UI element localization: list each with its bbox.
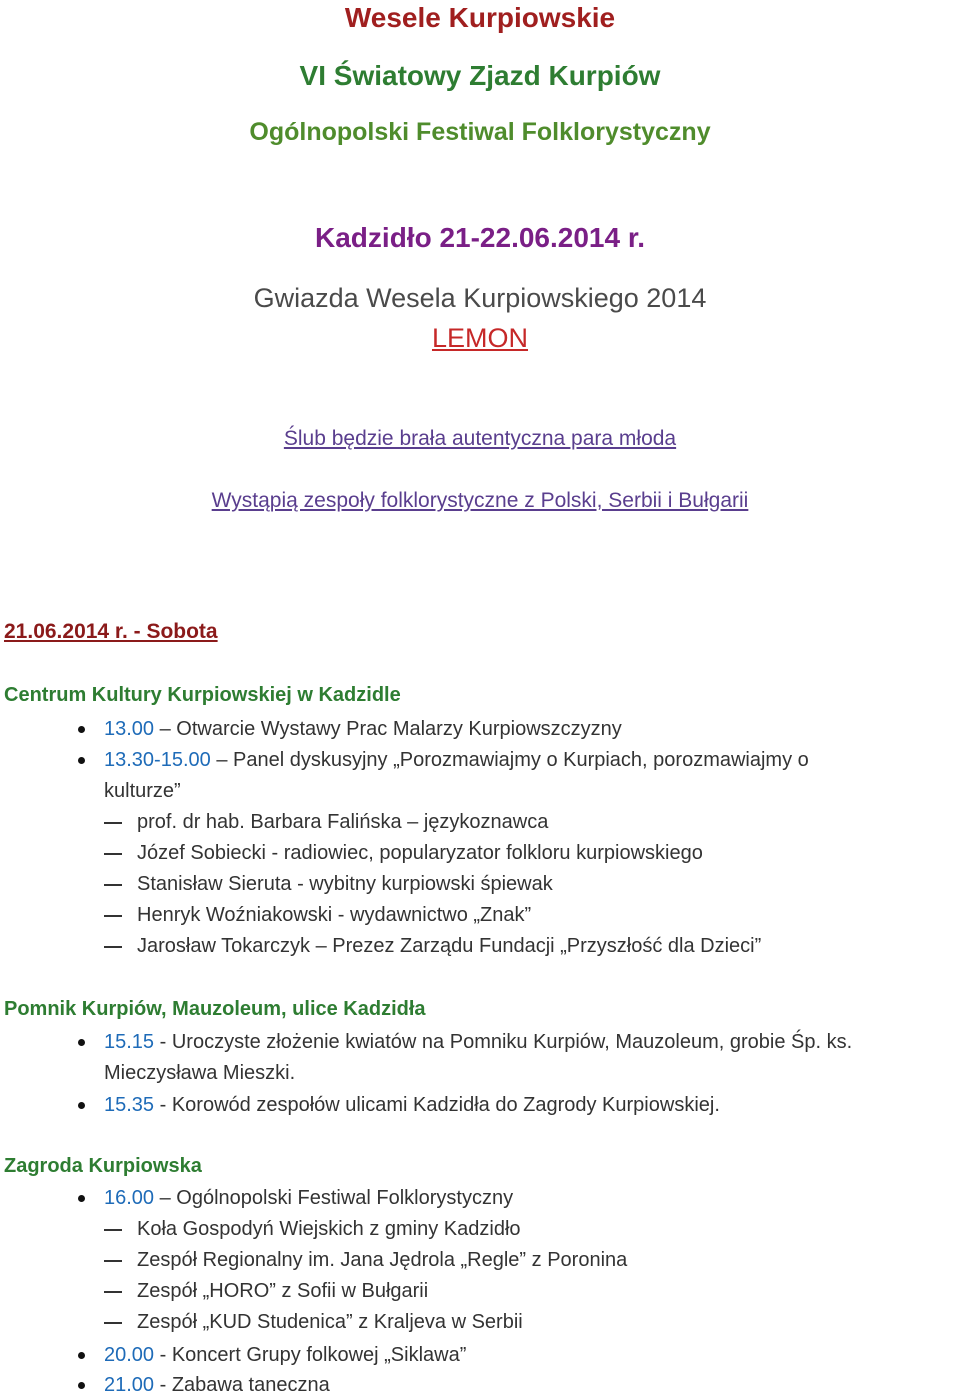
item-time: 13.00 <box>104 718 155 740</box>
dash-icon <box>104 884 122 886</box>
panelist: Henryk Woźniakowski - wydawnictwo „Znak” <box>137 904 532 926</box>
panelist: prof. dr hab. Barbara Falińska – językoznawca <box>137 811 549 833</box>
star-name: LEMON <box>431 323 529 353</box>
groups-note: Wystąpią zespoły folklorystyczne z Polski, Serbii i Bułgarii <box>211 489 749 512</box>
item-text: - Uroczyste złożenie kwiatów na Pomniku Kurpiów, Mauzoleum, grobie Śp. ks. <box>154 1031 853 1053</box>
star-line: Gwiazda Wesela Kurpiowskiego 2014 <box>253 283 707 313</box>
item-time: 21.00 <box>104 1374 155 1396</box>
ensemble: Zespół Regionalny im. Jana Jędrola „Regle” z Poronina <box>137 1249 628 1271</box>
ensemble: Zespół „KUD Studenica” z Kraljeva w Serbii <box>137 1311 523 1333</box>
program-item <box>104 747 809 773</box>
subtitle: VI Światowy Zjazd Kurpiów <box>299 60 661 91</box>
program-item <box>104 1342 466 1368</box>
bullet-icon <box>78 1039 85 1046</box>
program-item <box>104 716 622 742</box>
wedding-note: Ślub będzie brała autentyczna para młoda <box>283 427 677 450</box>
item-time: 16.00 <box>104 1187 155 1209</box>
section-title: Pomnik Kurpiów, Mauzoleum, ulice Kadzidła <box>4 998 426 1020</box>
ensemble: Koła Gospodyń Wiejskich z gminy Kadzidło <box>137 1218 521 1240</box>
dash-icon <box>104 853 122 855</box>
item-text: – Otwarcie Wystawy Prac Malarzy Kurpiowszczyzny <box>154 718 622 740</box>
dash-icon <box>104 1291 122 1293</box>
dash-icon <box>104 946 122 948</box>
item-time: 20.00 <box>104 1344 155 1366</box>
bullet-icon <box>78 757 85 764</box>
bullet-icon <box>78 726 85 733</box>
item-time: 15.15 <box>104 1031 155 1053</box>
item-text: – Ogólnopolski Festiwal Folklorystyczny <box>154 1187 514 1209</box>
dash-icon <box>104 1322 122 1324</box>
festival-name: Ogólnopolski Festiwal Folklorystyczny <box>249 118 711 146</box>
program-item <box>104 1372 330 1398</box>
dash-icon <box>104 1229 122 1231</box>
bullet-icon <box>78 1352 85 1359</box>
item-time: 13.30-15.00 <box>104 749 211 771</box>
item-text: - Koncert Grupy folkowej „Siklawa” <box>154 1344 467 1366</box>
title: Wesele Kurpiowskie <box>344 2 616 33</box>
item-text: - Korowód zespołów ulicami Kadzidła do Zagrody Kurpiowskiej. <box>154 1094 720 1116</box>
item-text-continuation: kulturze” <box>104 780 181 802</box>
panelist: Stanisław Sieruta - wybitny kurpiowski śpiewak <box>137 873 553 895</box>
event-dates: Kadzidło 21-22.06.2014 r. <box>315 222 645 253</box>
program-item <box>104 1185 513 1211</box>
item-time: 15.35 <box>104 1094 155 1116</box>
item-text: – Panel dyskusyjny „Porozmawiajmy o Kurpiach, porozmawiajmy o <box>210 749 809 771</box>
panelist: Józef Sobiecki - radiowiec, popularyzator folkloru kurpiowskiego <box>137 842 703 864</box>
program-item <box>104 1029 852 1055</box>
dash-icon <box>104 1260 122 1262</box>
section-title: Zagroda Kurpiowska <box>4 1155 202 1177</box>
item-text: - Zabawa taneczna <box>154 1374 330 1396</box>
bullet-icon <box>78 1382 85 1389</box>
item-text-continuation: Mieczysława Mieszki. <box>104 1062 296 1084</box>
section-title: Centrum Kultury Kurpiowskiej w Kadzidle <box>4 684 401 706</box>
ensemble: Zespół „HORO” z Sofii w Bułgarii <box>137 1280 429 1302</box>
bullet-icon <box>78 1102 85 1109</box>
program-item <box>104 1092 720 1118</box>
panelist: Jarosław Tokarczyk – Prezez Zarządu Fundacji „Przyszłość dla Dzieci” <box>137 935 762 957</box>
dash-icon <box>104 822 122 824</box>
day-heading: 21.06.2014 r. - Sobota <box>4 620 218 643</box>
dash-icon <box>104 915 122 917</box>
bullet-icon <box>78 1195 85 1202</box>
